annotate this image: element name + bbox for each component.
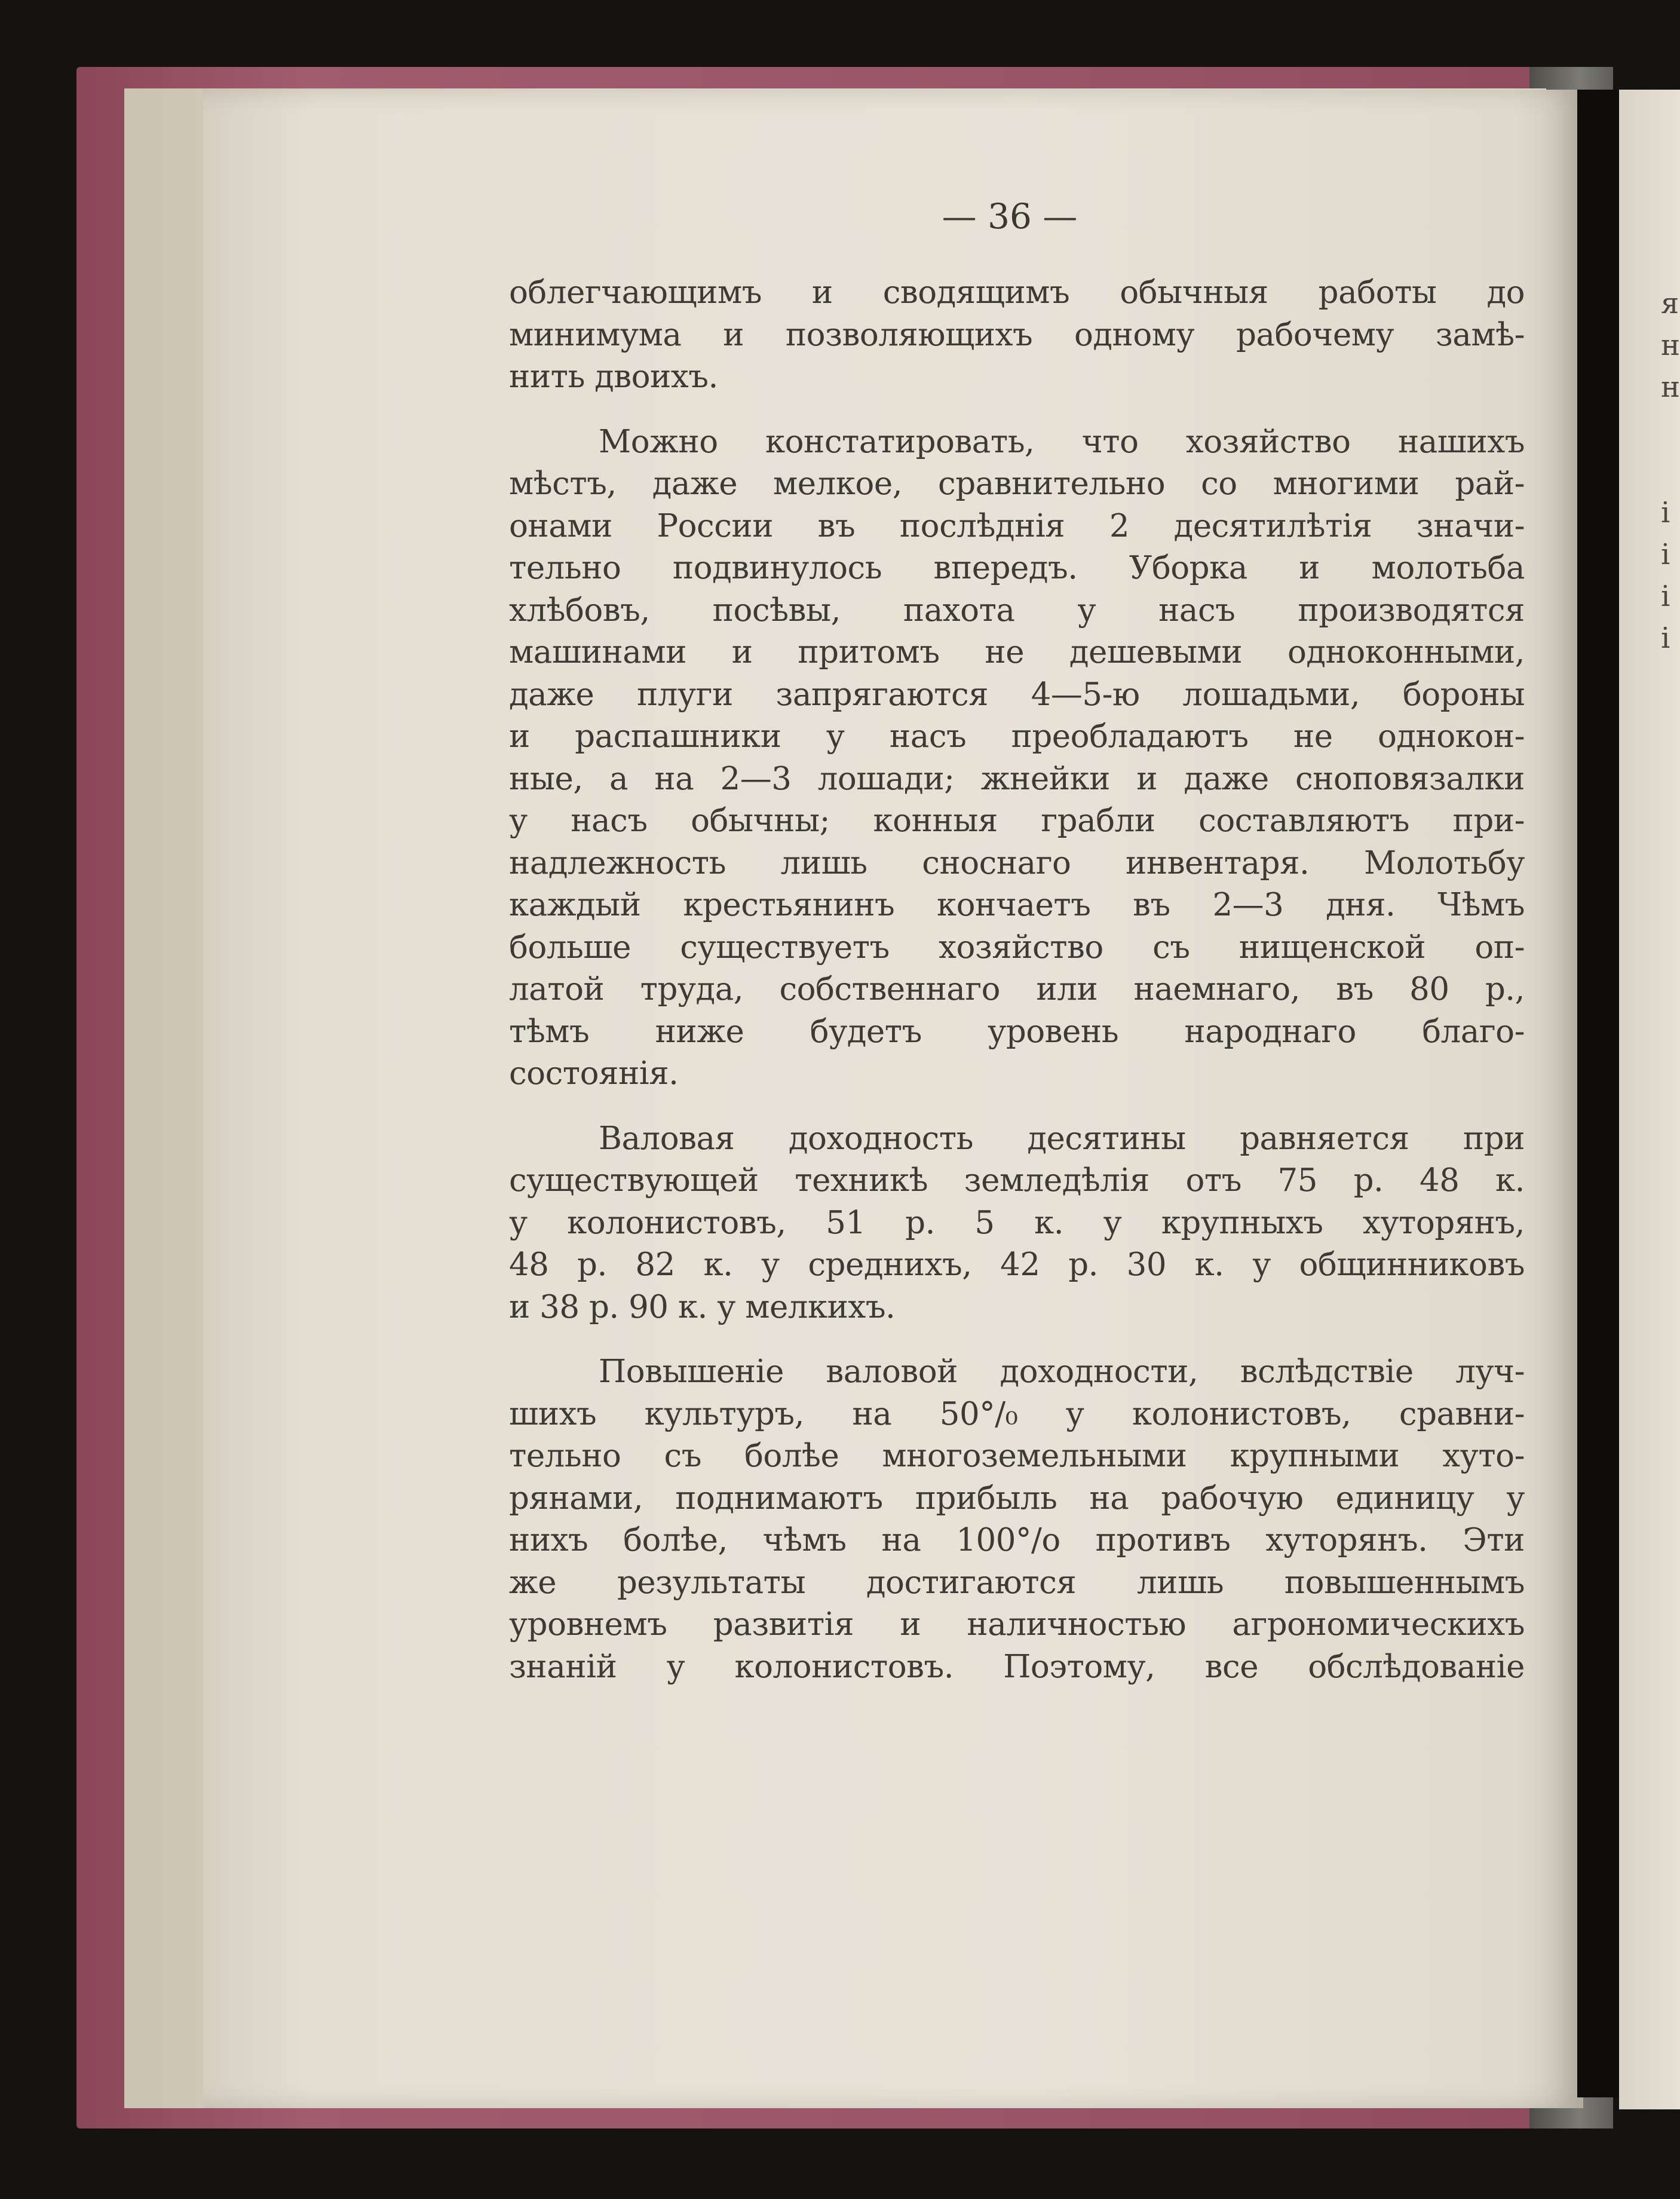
text-line: онами России въ послѣднія 2 десятилѣтія значи- (509, 507, 1525, 544)
text-line: машинами и притомъ не дешевыми одноконными, (509, 634, 1525, 670)
text-line: и 38 р. 90 к. у мелкихъ. (509, 1288, 896, 1325)
adjacent-letter: н (1661, 370, 1680, 404)
text-line: знаній у колонистовъ. Поэтому, все обслѣдованіе (509, 1648, 1525, 1685)
adjacent-letter: я (1661, 287, 1679, 320)
adjacent-letter: і (1661, 580, 1670, 613)
text-line: тельно подвинулось впередъ. Уборка и молотьба (509, 550, 1525, 586)
adjacent-letter: і (1661, 538, 1670, 571)
text-line: минимума и позволяющихъ одному рабочему замѣ- (509, 316, 1525, 353)
text-line: Валовая доходность десятины равняется при (599, 1120, 1525, 1157)
paragraph-3 (509, 1118, 1525, 1329)
text-line: нихъ болѣе, чѣмъ на 100°/о противъ хуторянъ. Эти (509, 1522, 1525, 1558)
text-line: хлѣбовъ, посѣвы, пахота у насъ производятся (509, 592, 1525, 629)
text-line: ные, а на 2—3 лошади; жнейки и даже сноповязалки (509, 760, 1525, 797)
text-line: же результаты достигаются лишь повышеннымъ (509, 1564, 1525, 1601)
text-line: состоянія. (509, 1055, 679, 1092)
text-line: существующей техникѣ земледѣлія отъ 75 р. 48 к. (509, 1162, 1525, 1199)
text-line: тѣмъ ниже будетъ уровень народнаго благо- (509, 1013, 1525, 1050)
text-line: Повышеніе валовой доходности, вслѣдствіе луч- (599, 1353, 1525, 1390)
paragraph-2 (509, 421, 1525, 1095)
body-text (509, 272, 1525, 1711)
text-line: мѣстъ, даже мелкое, сравнительно со многими рай- (509, 465, 1525, 502)
text-line: больше существуетъ хозяйство съ нищенской оп- (509, 929, 1525, 966)
text-line: тельно съ болѣе многоземельными крупными хуто- (509, 1438, 1525, 1474)
text-line: у насъ обычны; конныя грабли составляютъ при- (509, 803, 1525, 839)
paragraph-4 (509, 1351, 1525, 1688)
text-line: Можно констатировать, что хозяйство нашихъ (599, 423, 1525, 460)
adjacent-letter: і (1661, 621, 1670, 655)
text-line: уровнемъ развитія и наличностью агрономическихъ (509, 1606, 1525, 1643)
text-line: шихъ культуръ, на 50°/₀ у колонистовъ, сравни- (509, 1395, 1525, 1432)
text-line: рянами, поднимаютъ прибыль на рабочую единицу у (509, 1480, 1525, 1517)
paragraph-1 (509, 272, 1525, 399)
text-line: надлежность лишь сноснаго инвентаря. Молотьбу (509, 844, 1525, 881)
text-line: и распашники у насъ преобладаютъ не однокон- (509, 718, 1525, 755)
text-line: латой труда, собственнаго или наемнаго, въ 80 р., (509, 971, 1525, 1007)
adjacent-letter: н (1661, 329, 1680, 362)
text-line: облегчающимъ и сводящимъ обычныя работы до (509, 274, 1525, 311)
adjacent-letter: і (1661, 496, 1670, 529)
text-line: нить двоихъ. (509, 359, 718, 395)
text-line: каждый крестьянинъ кончаетъ въ 2—3 дня. Чѣмъ (509, 887, 1525, 923)
spine-gap (1577, 90, 1619, 2097)
text-line: даже плуги запрягаются 4—5-ю лошадьми, бороны (509, 676, 1525, 713)
text-line: у колонистовъ, 51 р. 5 к. у крупныхъ хуторянъ, (509, 1204, 1525, 1241)
adjacent-page-edge (1619, 90, 1680, 2109)
text-line: 48 р. 82 к. у среднихъ, 42 р. 30 к. у общинниковъ (509, 1246, 1525, 1283)
page-number: — 36 — (942, 196, 1078, 237)
